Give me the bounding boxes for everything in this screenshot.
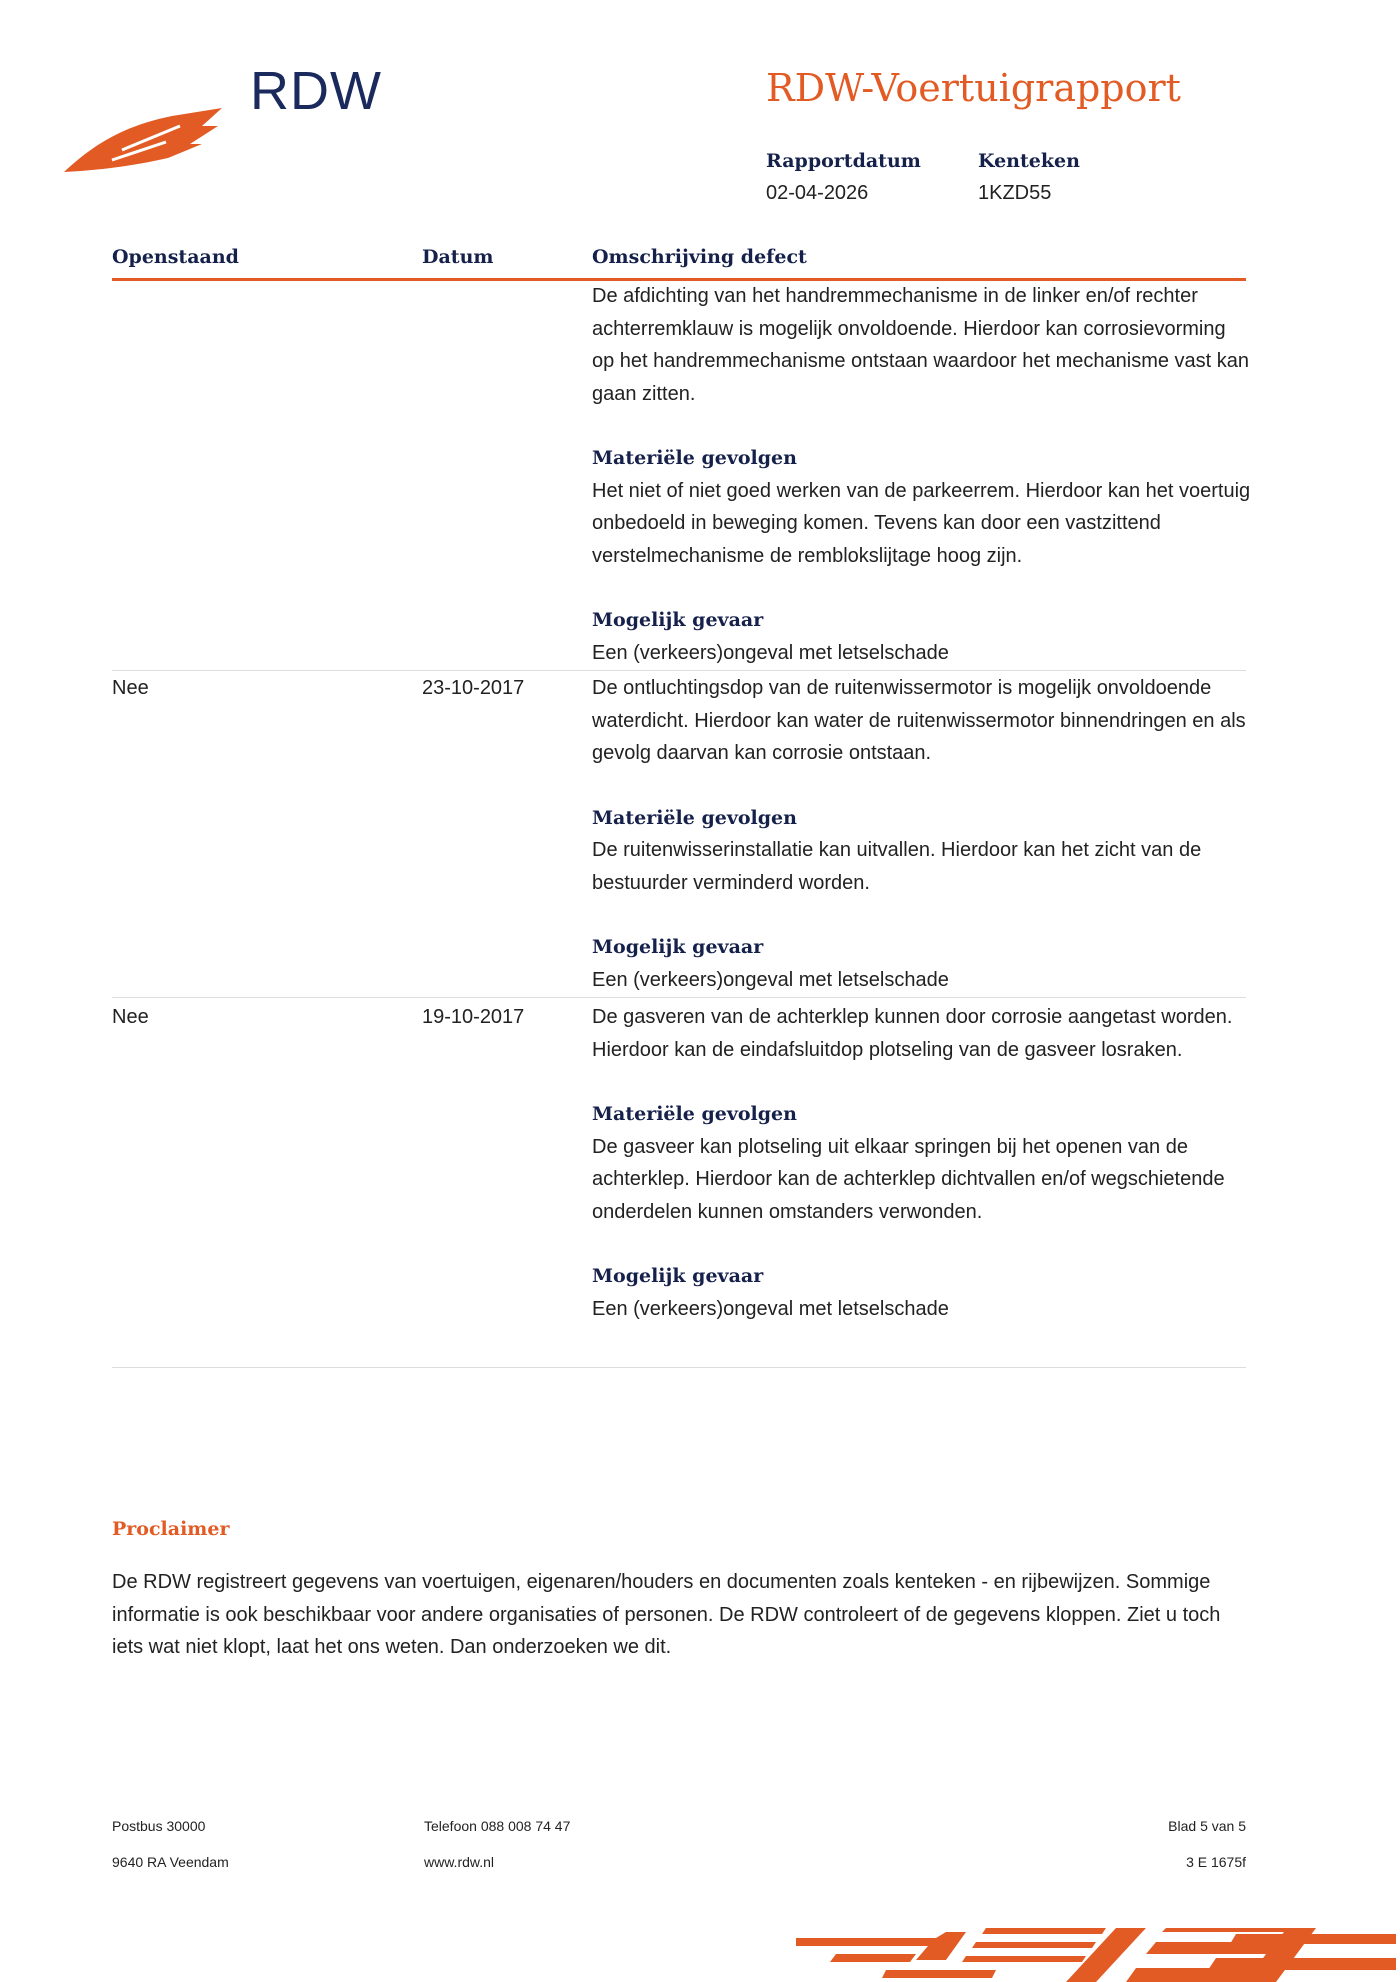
logo-text: RDW [250,61,382,121]
material-consequences: De ruitenwisserinstallatie kan uitvallen. Hierdoor kan het zicht van de bestuurder verminderd worden. [592,839,1202,894]
possible-danger-label: Mogelijk gevaar [592,609,764,631]
rdw-logo [62,58,382,178]
row-date: 23-10-2017 [422,677,525,699]
defect-description: De ontluchtingsdop van de ruitenwissermotor is mogelijk onvoldoende waterdicht. Hierdoor kan water de ruitenwissermotor binnendringen en als gevolg daarvan kan corrosie ontstaan. [592,677,1246,764]
footer-city: 9640 RA Veendam [112,1854,229,1870]
row-description [592,672,1252,996]
row-open: Nee [112,1006,149,1028]
report-date-value: 02-04-2026 [766,182,869,204]
column-header-description: Omschrijving defect [592,246,807,268]
brand-stripes-graphic [796,1920,1396,1982]
table-row [112,280,1251,671]
table-header [112,246,1246,281]
report-title: RDW-Voertuigrapport [766,66,1181,110]
rdw-feather-icon [62,86,232,176]
footer-phone: Telefoon 088 008 74 47 [424,1818,571,1834]
plate-value: 1KZD55 [978,182,1052,204]
possible-danger: Een (verkeers)ongeval met letselschade [592,641,949,664]
footer-postbus: Postbus 30000 [112,1818,206,1834]
footer-page-number: Blad 5 van 5 [1168,1818,1246,1834]
proclaimer-title: Proclaimer [112,1518,230,1540]
row-open: Nee [112,677,149,699]
report-date-label: Rapportdatum [766,150,921,172]
proclaimer-text: De RDW registreert gegevens van voertuigen, eigenaren/houders en documenten zoals kenteken - en rijbewijzen. Sommige informatie is ook beschikbaar voor andere organisaties of personen. De RDW controleert of de gegevens kloppen. Ziet u toch iets wat niet klopt, laat het ons weten. Dan onderzoeken we dit. [112,1571,1221,1658]
plate-block [978,150,1080,205]
material-consequences-label: Materiële gevolgen [592,806,797,829]
column-header-open: Openstaand [112,246,239,268]
possible-danger: Een (verkeers)ongeval met letselschade [592,1297,949,1320]
plate-label: Kenteken [978,150,1080,172]
row-description [592,280,1252,669]
possible-danger-label: Mogelijk gevaar [592,1265,764,1287]
possible-danger: Een (verkeers)ongeval met letselschade [592,968,949,991]
defect-description: De gasveren van de achterklep kunnen door corrosie aangetast worden. Hierdoor kan de eindafsluitdop plotseling van de gasveer losraken. [592,1006,1233,1061]
column-header-date: Datum [422,246,494,268]
row-date: 19-10-2017 [422,1006,525,1028]
table-row [112,1001,1246,1368]
material-consequences-label: Materiële gevolgen [592,447,797,469]
possible-danger-label: Mogelijk gevaar [592,936,764,958]
report-date-block [766,150,921,205]
row-description [592,1001,1252,1325]
table-row [112,672,1246,998]
footer-document-code: 3 E 1675f [1186,1854,1246,1870]
material-consequences-label: Materiële gevolgen [592,1103,797,1125]
defect-description: De afdichting van het handremmechanisme in de linker en/of rechter achterremklauw is mogelijk onvoldoende. Hierdoor kan corrosievorming op het handremmechanisme ontstaan waardoor het mechanisme vast kan gaan zitten. [592,285,1250,405]
material-consequences: Het niet of niet goed werken van de parkeerrem. Hierdoor kan het voertuig onbedoeld in beweging komen. Tevens kan door een vastzittend verstelmechanisme de remblokslijtage hoog zijn. [592,479,1251,567]
footer-website[interactable]: www.rdw.nl [424,1854,495,1870]
material-consequences: De gasveer kan plotseling uit elkaar springen bij het openen van de achterklep. Hierdoor kan de achterklep dichtvallen en/of wegschietende onderdelen kunnen omstanders verwonden. [592,1135,1225,1223]
